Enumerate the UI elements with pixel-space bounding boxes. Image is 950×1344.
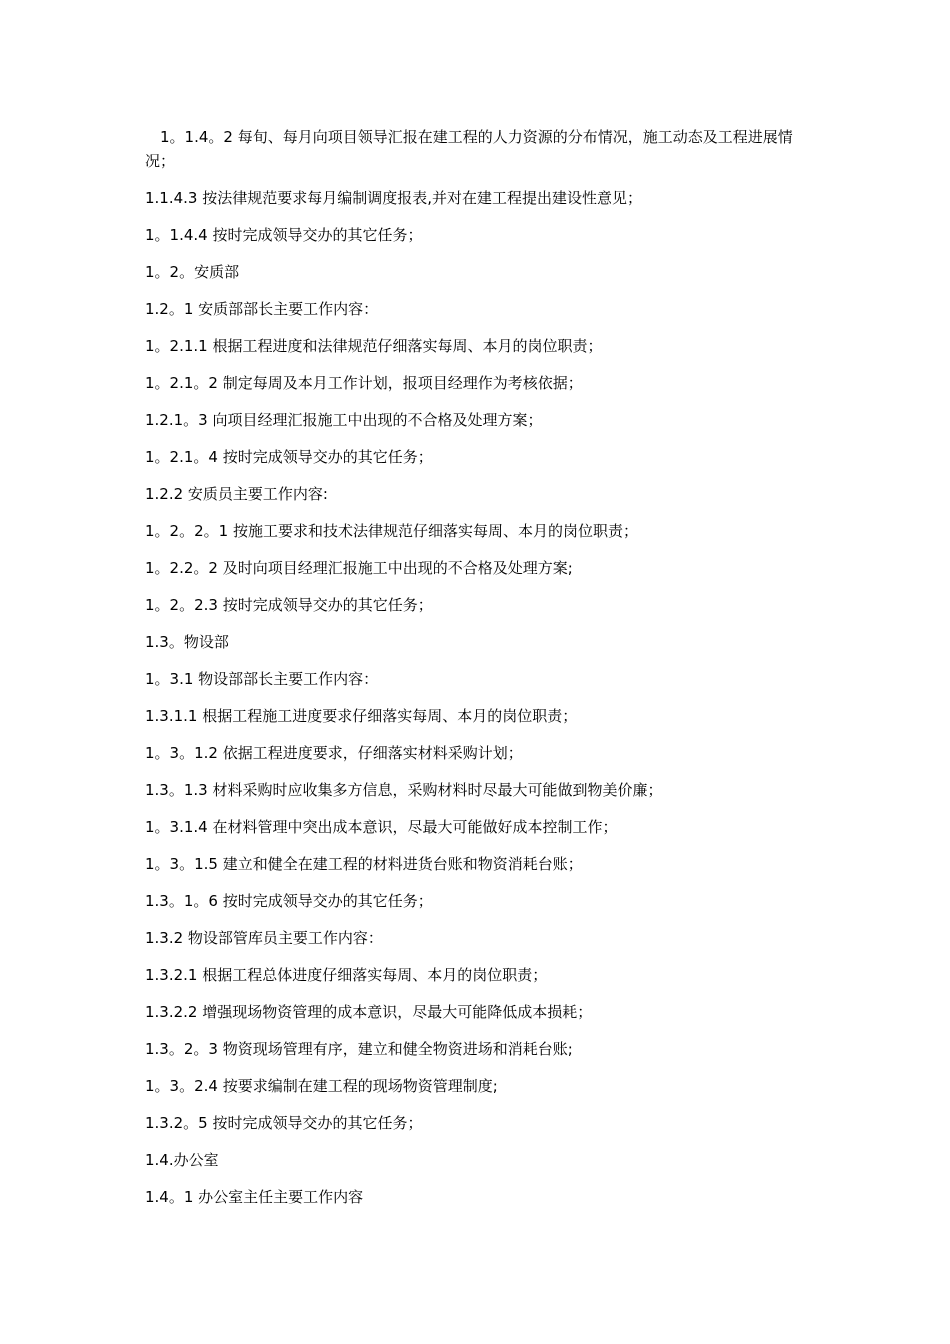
paragraph: 1.3.2.2 增强现场物资管理的成本意识，尽最大可能降低成本损耗； [145, 1003, 593, 1021]
paragraph: 1.3。2。3 物资现场管理有序，建立和健全物资进场和消耗台账; [145, 1040, 573, 1058]
paragraph: 1.3.2.1 根据工程总体进度仔细落实每周、本月的岗位职责； [145, 966, 548, 984]
paragraph: 1。2.1。2 制定每周及本月工作计划，报项目经理作为考核依据； [145, 374, 583, 392]
paragraph: 1。2.2。2 及时向项目经理汇报施工中出现的不合格及处理方案; [145, 559, 573, 577]
paragraph: 1。2。2。1 按施工要求和技术法律规范仔细落实每周、本月的岗位职责； [145, 522, 638, 540]
paragraph: 1。1.4.4 按时完成领导交办的其它任务； [145, 226, 423, 244]
paragraph: 1。3.1.4 在材料管理中突出成本意识，尽最大可能做好成本控制工作； [145, 818, 618, 836]
paragraph: 1.3。1。6 按时完成领导交办的其它任务； [145, 892, 433, 910]
paragraph: 1。2.1.1 根据工程进度和法律规范仔细落实每周、本月的岗位职责； [145, 337, 603, 355]
document-page [145, 125, 805, 1222]
subsection-heading: 1。3.1 物设部部长主要工作内容： [145, 670, 379, 688]
paragraph: 1.3.2。5 按时完成领导交办的其它任务； [145, 1114, 423, 1132]
paragraph: 1.1.4.3 按法律规范要求每月编制调度报表,并对在建工程提出建设性意见； [145, 189, 643, 207]
subsection-heading: 1.2。1 安质部部长主要工作内容： [145, 300, 379, 318]
paragraph: 1.3。1.3 材料采购时应收集多方信息，采购材料时尽最大可能做到物美价廉； [145, 781, 663, 799]
section-heading: 1.3。物设部 [145, 633, 229, 651]
paragraph: 1。2.1。4 按时完成领导交办的其它任务； [145, 448, 433, 466]
subsection-heading: 1.3.2 物设部管库员主要工作内容： [145, 929, 383, 947]
section-heading: 1。2。安质部 [145, 263, 240, 281]
subsection-heading: 1.2.2 安质员主要工作内容: [145, 485, 328, 503]
paragraph: 1。3。1.5 建立和健全在建工程的材料进货台账和物资消耗台账； [145, 855, 583, 873]
paragraph: 1。3。1.2 依据工程进度要求，仔细落实材料采购计划； [145, 744, 523, 762]
paragraph: 1。2。2.3 按时完成领导交办的其它任务； [145, 596, 433, 614]
paragraph: 1.3.1.1 根据工程施工进度要求仔细落实每周、本月的岗位职责； [145, 707, 578, 725]
subsection-heading: 1.4。1 办公室主任主要工作内容 [145, 1188, 364, 1206]
paragraph: 1.2.1。3 向项目经理汇报施工中出现的不合格及处理方案； [145, 411, 543, 429]
paragraph: 1。3。2.4 按要求编制在建工程的现场物资管理制度; [145, 1077, 498, 1095]
section-heading: 1.4.办公室 [145, 1151, 219, 1169]
paragraph: 1。1.4。2 每旬、每月向项目领导汇报在建工程的人力资源的分布情况，施工动态及工程进展情况； [145, 128, 793, 170]
